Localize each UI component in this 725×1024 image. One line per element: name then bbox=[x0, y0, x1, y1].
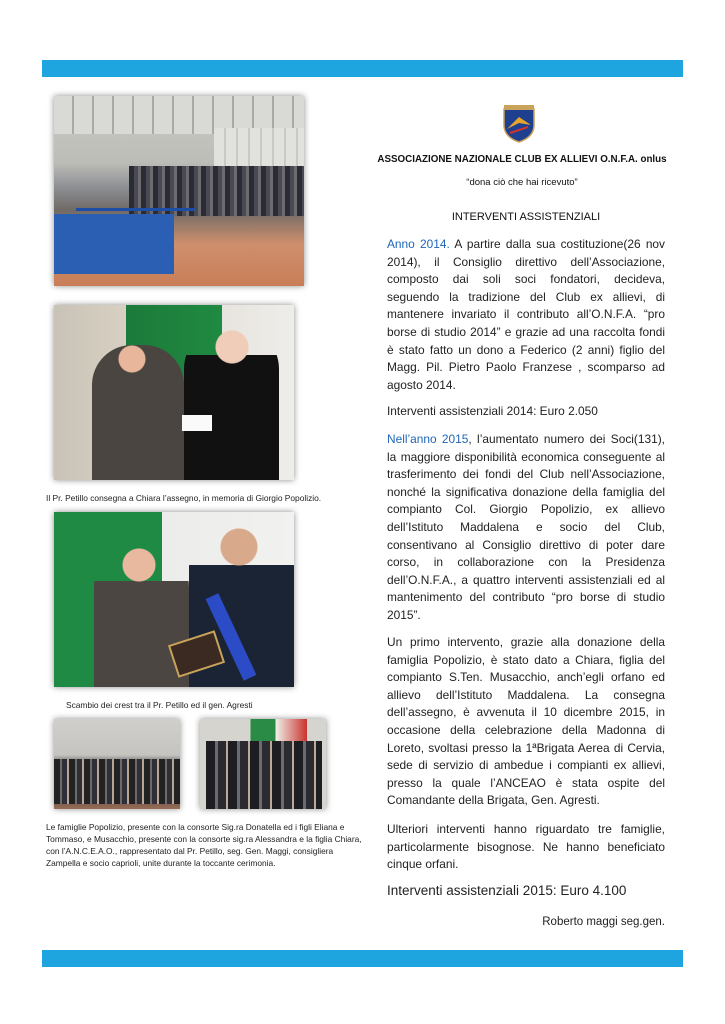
total-2015: Interventi assistenziali 2015: Euro 4.100 bbox=[387, 883, 627, 898]
signature: Roberto maggi seg.gen. bbox=[542, 916, 665, 928]
photo-caption-crest: Scambio dei crest tra il Pr. Petillo ed il gen. Agresti bbox=[66, 700, 253, 710]
photo-caption-families: Le famiglie Popolizio, presente con la consorte Sig.ra Donatella ed i figli Eliana e Tommaso, e Musacchio, presente con la consorte sig.ra Alessandra e la figlia Chiara, con l’A.N.C.E.A.O., rappresentato dal Pr. Petillo, seg. Gen. Maggi, consigliera Zampella e socio caprioli, unite durante la toccante cerimonia. bbox=[46, 822, 362, 868]
cheque-handover-photo bbox=[54, 305, 294, 480]
association-logo bbox=[502, 103, 536, 143]
paragraph-2015: Nell’anno 2015, l’aumentato numero dei Soci(131), la maggiore disponibilità economica conseguente al trasferimento dei fondi del Club nell’Associazione, nonché la significativa donazione della famiglia del compianto Col. Giorgio Popolizio, ex allievo dell’Istituto Maddalena e socio del Club, consentivano al Consiglio direttivo di poter dare corso, in collaborazione con la Presidenza dell’O.N.F.A., a quattro interventi assistenziali ed al mantenimento del contributo “pro borse di studio 2015”. bbox=[387, 432, 665, 622]
ceremony-hall-photo bbox=[54, 96, 304, 286]
bottom-banner-bar bbox=[42, 950, 683, 967]
year-2014-lead: Anno 2014. bbox=[387, 237, 450, 251]
families-seated-photo bbox=[54, 719, 180, 809]
families-group-photo bbox=[200, 719, 326, 809]
total-2014: Interventi assistenziali 2014: Euro 2.050 bbox=[387, 404, 598, 418]
crest-exchange-photo bbox=[54, 512, 294, 687]
article-title: INTERVENTI ASSISTENZIALI bbox=[451, 211, 601, 223]
top-banner-bar bbox=[42, 60, 683, 77]
association-motto: “dona ciò che hai ricevuto” bbox=[466, 177, 578, 188]
photo-caption-cheque: Il Pr. Petillo consegna a Chiara l’assegno, in memoria di Giorgio Popolizio. bbox=[46, 493, 322, 503]
paragraph-first-intervention: Un primo intervento, grazie alla donazione della famiglia Popolizio, è stato dato a Chiara, figlia del compianto S.Ten. Musacchio, anch’egli orfano ed allievo dell’Istituto Maddalena. La consegna dell’assegno, è avvenuta il 10 dicembre 2015, in occasione della celebrazione della Madonna di Loreto, svoltasi presso la 1ªBrigata Aerea di Cervia, sede di servizio di ambedue i compianti ex allievi, presso la quale l’ANCEAO è stata ospite del Comandante della Brigata, Gen. Agresti. bbox=[387, 635, 665, 808]
association-name: ASSOCIAZIONE NAZIONALE CLUB EX ALLIEVI O.N.F.A. onlus bbox=[377, 154, 667, 165]
paragraph-2014: Anno 2014. A partire dalla sua costituzione(26 nov 2014), il Consiglio direttivo dell’Associazione, composto dai soli soci fondatori, decideva, seguendo la tradizione del Club ex allievi, di mantenere invariato il contributo all’O.N.F.A. “pro borse di studio 2014” e grazie ad una raccolta fondi è stato fatto un dono a Federico (2 anni) figlio del Magg. Pil. Pietro Paolo Franzese , scomparso ad agosto 2014. bbox=[387, 237, 665, 392]
paragraph-further-interventions: Ulteriori interventi hanno riguardato tre famiglie, particolarmente bisognose. Ne hanno beneficiato cinque orfani. bbox=[387, 822, 665, 872]
year-2015-lead: Nell’anno 2015 bbox=[387, 432, 469, 446]
